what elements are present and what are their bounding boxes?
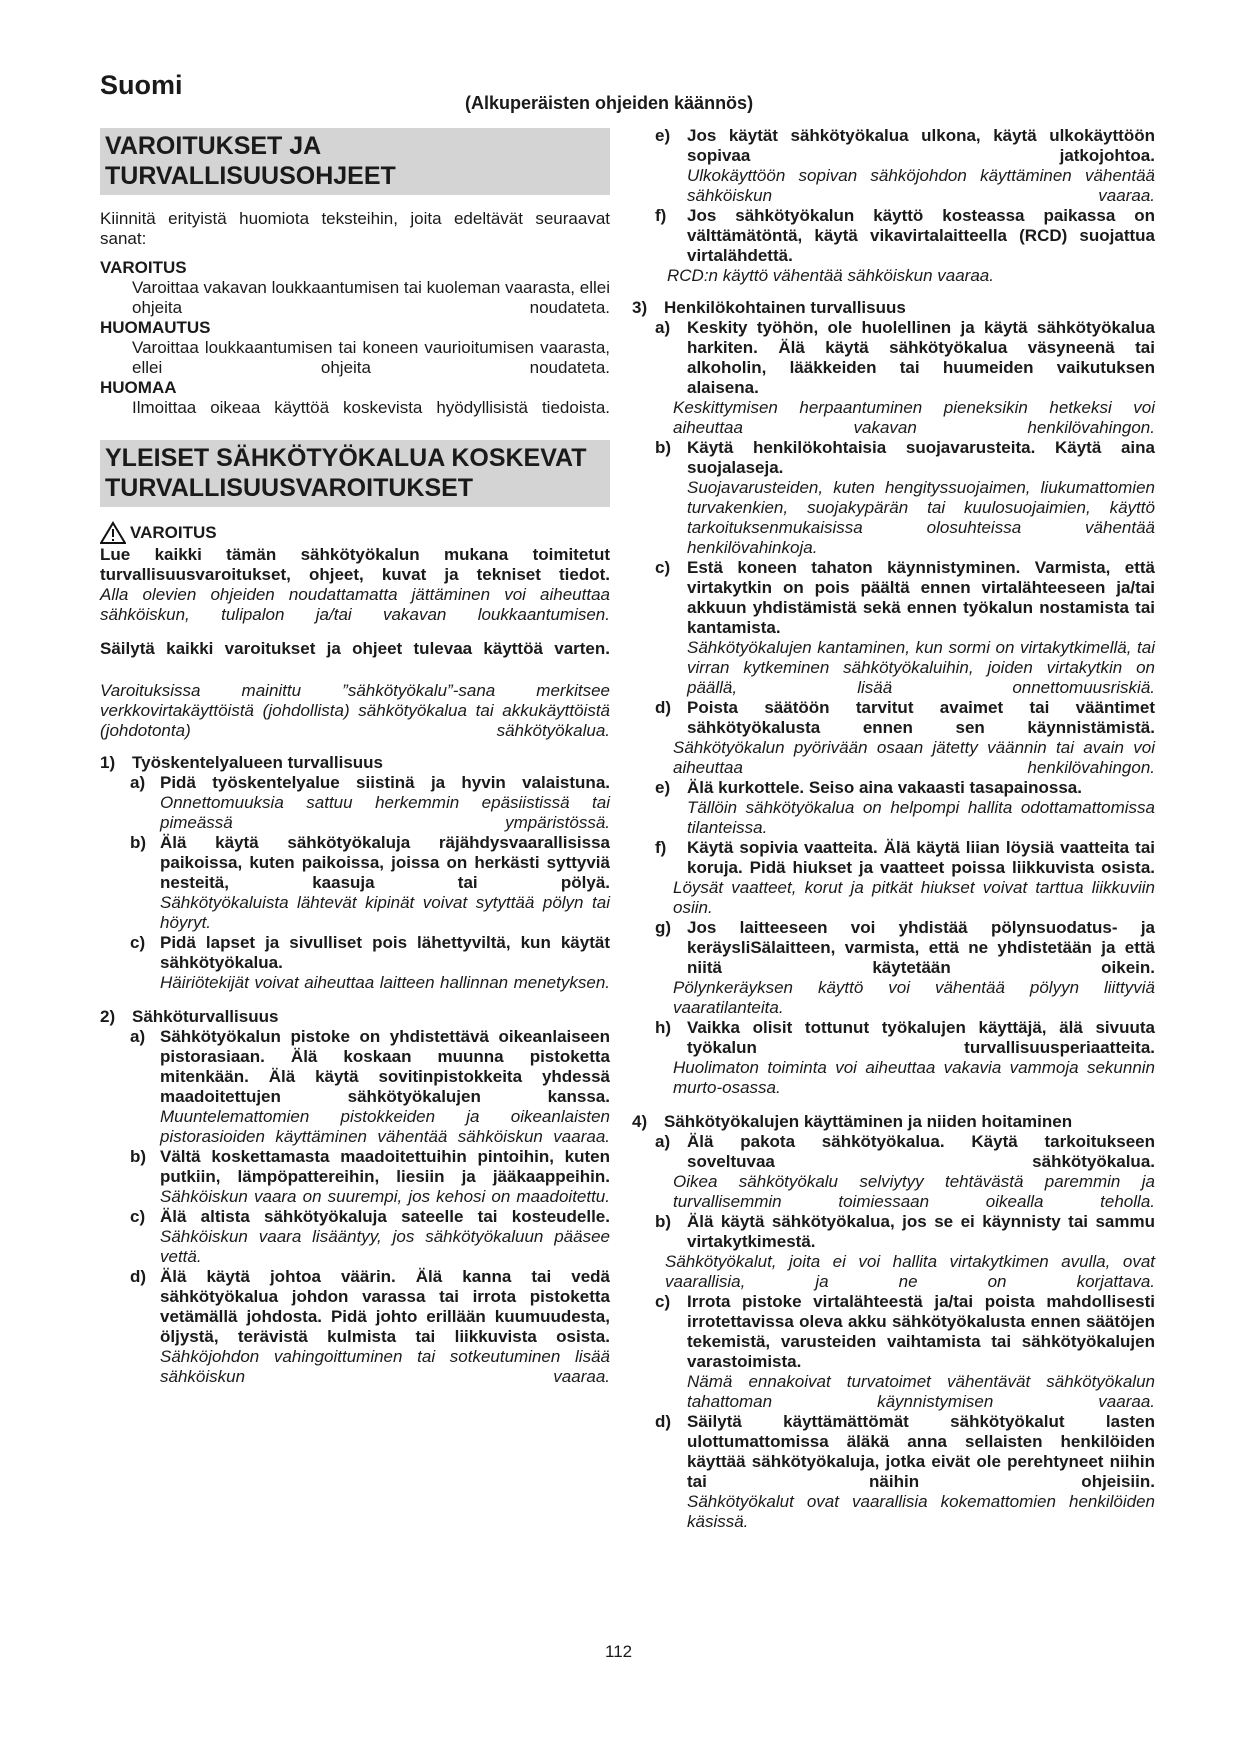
item-note: Nämä ennakoivat turvatoimet vähentävät sähkötyökalun tahattoman käynnistymisen vaaraa. <box>687 1372 1155 1411</box>
warning-bold-text: Lue kaikki tämän sähkötyökalun mukana toimitetut turvallisuusvaroitukset, ohjeet, kuvat ja tekniset tiedot. <box>100 545 610 584</box>
heading-general-safety: YLEISET SÄHKÖTYÖKALUA KOSKEVAT TURVALLISUUSVAROITUKSET <box>100 440 610 507</box>
warning-label: VAROITUS <box>130 523 217 542</box>
item-note: Löysät vaatteet, korut ja pitkät hiukset voivat tarttua liikkuviin osiin. <box>673 878 1155 917</box>
item-note: Muuntelemattomien pistokkeiden ja oikeanlaisten pistorasioiden käyttäminen vähentää sähköiskun vaaraa. <box>160 1107 610 1146</box>
list-item: b) Vältä koskettamasta maadoitettuihin pintoihin, kuten putkiin, lämpöpattereihin, liesiin ja jääkaappeihin. <box>130 1147 610 1186</box>
term-label: VAROITUS <box>100 258 187 277</box>
heading-warnings: VAROITUKSET JA TURVALLISUUSOHJEET <box>100 128 610 195</box>
item-note: Pölynkeräyksen käyttö voi vähentää pölyyn liittyviä vaaratilanteita. <box>673 978 1155 1017</box>
item-note: Onnettomuuksia sattuu herkemmin epäsiistissä tai pimeässä ympäristössä. <box>160 793 610 832</box>
item-note: Huolimaton toiminta voi aiheuttaa vakavia vammoja sekunnin murto-osassa. <box>673 1058 1155 1097</box>
warning-italic-text: Alla olevien ohjeiden noudattamatta jättäminen voi aiheuttaa sähköiskun, tulipalon ja/tai vakavan loukkaantumisen. <box>100 585 610 624</box>
item-note: Ulkokäyttöön sopivan sähköjohdon käyttäminen vähentää sähköiskun vaaraa. <box>687 166 1155 205</box>
item-note: Sähköjohdon vahingoittuminen tai sotkeutuminen lisää sähköiskun vaaraa. <box>160 1347 610 1386</box>
section-1-items <box>100 773 610 993</box>
section-3-items <box>655 318 1155 1098</box>
item-note: RCD:n käyttö vähentää sähköiskun vaaraa. <box>667 266 994 285</box>
item-note: Oikea sähkötyökalu selviytyy tehtävästä paremmin ja turvallisemmin toimiessaan oikealla teholla. <box>673 1172 1155 1211</box>
list-item: e) Jos käytät sähkötyökalua ulkona, käytä ulkokäyttöön sopivaa jatkojohtoa. <box>655 126 1155 165</box>
item-note: Sähkötyökalut, joita ei voi hallita virtakytkimen avulla, ovat vaarallisia, ja ne on korjattava. <box>665 1252 1155 1291</box>
term-text: Varoittaa vakavan loukkaantumisen tai kuoleman vaarasta, ellei ohjeita noudateta. <box>132 278 610 317</box>
list-item: c) Älä altista sähkötyökaluja sateelle tai kosteudelle. <box>130 1207 610 1226</box>
list-item: e) Älä kurkottele. Seiso aina vakaasti tasapainossa. <box>655 778 1082 797</box>
warning-triangle-icon <box>100 521 126 545</box>
section-heading: 3) Henkilökohtainen turvallisuus <box>632 298 906 317</box>
list-item: b) Älä käytä sähkötyökalua, jos se ei käynnisty tai sammu virtakytkimestä. <box>655 1212 1155 1251</box>
language-title: Suomi <box>100 70 183 100</box>
item-note: Sähkötyökalujen kantaminen, kun sormi on virtakytkimellä, tai virran kytkeminen sähkötyökaluihin, joiden virtakytkin on päällä, lisää onnettomuusriskiä. <box>687 638 1155 697</box>
item-note: Häiriötekijät voivat aiheuttaa laitteen hallinnan menetyksen. <box>160 973 610 992</box>
list-item: d) Älä käytä johtoa väärin. Älä kanna tai vedä sähkötyökalua johdon varassa tai irrota pistoketta vetämällä johdosta. Pidä johto erillään kuumuudesta, öljystä, terävistä kulmista tai liikkuvista osista. <box>130 1267 610 1346</box>
list-item: h) Vaikka olisit tottunut työkalujen käyttäjä, älä sivuuta työkalun turvallisuusperiaatteita. <box>655 1018 1155 1057</box>
item-note: Sähkötyökalut ovat vaarallisia kokemattomien henkilöiden käsissä. <box>687 1492 1155 1531</box>
list-item: b) Käytä henkilökohtaisia suojavarusteita. Käytä aina suojalaseja. <box>655 438 1155 477</box>
item-note: Sähkötyökaluista lähtevät kipinät voivat sytyttää pölyn tai höyryt. <box>160 893 610 932</box>
section-4-items <box>655 1132 1155 1532</box>
left-column <box>100 128 610 1387</box>
list-item: a) Pidä työskentelyalue siistinä ja hyvin valaistuna. <box>130 773 610 792</box>
term-text: Varoittaa loukkaantumisen tai koneen vaurioitumisen vaarasta, ellei ohjeita noudateta. <box>132 338 610 377</box>
term-text: Ilmoittaa oikeaa käyttöä koskevista hyödyllisistä tiedoista. <box>132 398 610 417</box>
list-item: d) Poista säätöön tarvitut avaimet tai vääntimet sähkötyökalusta ennen sen käynnistämistä. <box>655 698 1155 737</box>
right-column <box>632 126 1155 1532</box>
list-item: c) Estä koneen tahaton käynnistyminen. Varmista, että virtakytkin on pois päältä ennen virtalähteeseen ja/tai akkuun yhdistämistä sekä ennen työkalun nostamista tai kantamista. <box>655 558 1155 637</box>
intro-text: Kiinnitä erityistä huomiota teksteihin, joita edeltävät seuraavat sanat: <box>100 209 610 248</box>
definition-text: Varoituksissa mainittu ”sähkötyökalu”-sana merkitsee verkkovirtakäyttöistä (johdollista) sähkötyökalua tai akkukäyttöistä (johdotonta) sähkötyökalua. <box>100 681 610 740</box>
item-note: Sähköiskun vaara lisääntyy, jos sähkötyökaluun pääsee vettä. <box>160 1227 610 1266</box>
subtitle: (Alkuperäisten ohjeiden käännös) <box>465 93 754 113</box>
list-item: c) Pidä lapset ja sivulliset pois lähettyviltä, kun käytät sähkötyökalua. <box>130 933 610 972</box>
item-note: Tällöin sähkötyökalua on helpompi hallita odottamattomissa tilanteissa. <box>687 798 1155 837</box>
list-item: g) Jos laitteeseen voi yhdistää pölynsuodatus- ja keräysliSälaitteen, varmista, että ne yhdistetään ja että niitä käytetään oikein. <box>655 918 1155 977</box>
page-number: 112 <box>605 1642 633 1661</box>
list-item: f) Käytä sopivia vaatteita. Älä käytä liian löysiä vaatteita tai koruja. Pidä hiukset ja vaatteet poissa liikkuvista osista. <box>655 838 1155 877</box>
list-item: d) Säilytä käyttämättömät sähkötyökalut lasten ulottumattomissa äläkä anna sellaisten henkilöiden käyttää sähkötyökaluja, jotka eivät ole perehtyneet niihin tai näihin ohjeisiin. <box>655 1412 1155 1491</box>
term-label: HUOMAA <box>100 378 177 397</box>
term-label: HUOMAUTUS <box>100 318 211 337</box>
item-note: Suojavarusteiden, kuten hengityssuojaimen, liukumattomien turvakenkien, suojakypärän tai kuulosuojaimien, käyttö tarkoituksenmukaisissa olosuhteissa vähentää henkilövahinkoja. <box>687 478 1155 557</box>
section-heading: 4) Sähkötyökalujen käyttäminen ja niiden hoitaminen <box>632 1112 1073 1131</box>
item-note: Sähkötyökalun pyörivään osaan jätetty väännin tai avain voi aiheuttaa henkilövahingon. <box>673 738 1155 777</box>
warning-heading <box>100 521 610 545</box>
list-item: c) Irrota pistoke virtalähteestä ja/tai poista mahdollisesti irrotettavissa oleva akku sähkötyökalusta ennen säätöjen tekemistä, varusteiden vaihtamista tai sähkötyökalujen varastoimista. <box>655 1292 1155 1371</box>
section-2-items <box>100 1027 610 1387</box>
list-item: a) Sähkötyökalun pistoke on yhdistettävä oikeanlaiseen pistorasiaan. Älä koskaan muunna pistoketta mitenkään. Älä käytä sovitinpistokkeita yhdessä maadoitettujen sähkötyökalujen kanssa. <box>130 1027 610 1106</box>
list-item: f) Jos sähkötyökalun käyttö kosteassa paikassa on välttämätöntä, käytä vikavirtalaitteella (RCD) suojattua virtalähdettä. <box>655 206 1155 265</box>
item-note: Keskittymisen herpaantuminen pieneksikin hetkeksi voi aiheuttaa vakavan henkilövahingon. <box>673 398 1155 437</box>
list-item: a) Keskity työhön, ole huolellinen ja käytä sähkötyökalua harkiten. Älä käytä sähkötyökalua väsyneenä tai alkoholin, lääkkeiden tai huumeiden vaikutuksen alaisena. <box>655 318 1155 397</box>
list-item: a) Älä pakota sähkötyökalua. Käytä tarkoitukseen soveltuvaa sähkötyökalua. <box>655 1132 1155 1171</box>
section-heading: 2) Sähköturvallisuus <box>100 1007 279 1026</box>
keep-instructions: Säilytä kaikki varoitukset ja ohjeet tulevaa käyttöä varten. <box>100 639 610 658</box>
list-item: b) Älä käytä sähkötyökaluja räjähdysvaarallisissa paikoissa, kuten paikoissa, joissa on herkästi syttyviä nesteitä, kaasuja tai pölyä. <box>130 833 610 892</box>
item-note: Sähköiskun vaara on suurempi, jos kehosi on maadoitettu. <box>160 1187 610 1206</box>
section-heading: 1) Työskentelyalueen turvallisuus <box>100 753 383 772</box>
